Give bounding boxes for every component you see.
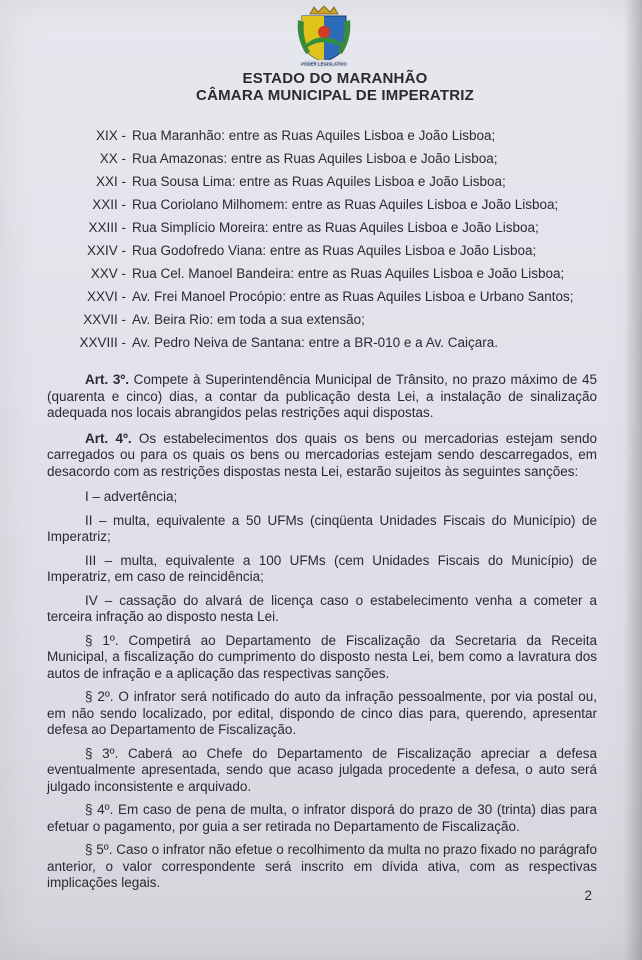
street-text: Rua Maranhão: entre as Ruas Aquiles Lisboa e João Lisboa; bbox=[132, 128, 496, 143]
street-text: Av. Pedro Neiva de Santana: entre a BR-010 e a Av. Caiçara. bbox=[132, 335, 498, 350]
street-item bbox=[60, 308, 600, 331]
emblem-caption: PODER LEGISLATIVO bbox=[301, 61, 347, 67]
state-title: ESTADO DO MARANHÃO bbox=[242, 70, 428, 87]
sanction-item: I – advertência; bbox=[85, 489, 178, 504]
sanction-item: II – multa, equivalente a 50 UFMs (cinqüenta Unidades Fiscais do Município) de Imperatriz; bbox=[47, 512, 597, 544]
street-numeral: XXVI - bbox=[86, 289, 126, 304]
article-3-label: Art. 3º. bbox=[85, 372, 130, 387]
street-numeral: XXVIII - bbox=[79, 335, 126, 350]
street-numeral: XXI - bbox=[95, 174, 126, 189]
article-3-text: Compete à Superintendência Municipal de Trânsito, no prazo máximo de 45 (quarenta e cinco) dias, a contar da publicação desta Lei, a instalação de sinalização adequada nos locais abrangidos pelas restrições aqui dispostas. bbox=[47, 372, 597, 420]
street-item bbox=[60, 239, 600, 262]
street-item bbox=[60, 216, 600, 239]
street-item bbox=[60, 124, 600, 147]
chamber-title: CÂMARA MUNICIPAL DE IMPERATRIZ bbox=[196, 87, 474, 104]
street-text: Rua Sousa Lima: entre as Ruas Aquiles Lisboa e João Lisboa; bbox=[132, 174, 506, 189]
street-text: Rua Godofredo Viana: entre as Ruas Aquiles Lisboa e João Lisboa; bbox=[132, 243, 537, 258]
street-numeral: XXIV - bbox=[86, 243, 126, 258]
street-text: Av. Frei Manoel Procópio: entre as Ruas Aquiles Lisboa e Urbano Santos; bbox=[132, 289, 574, 304]
street-list bbox=[60, 124, 600, 354]
page-number: 2 bbox=[584, 888, 592, 903]
article-4-text: Os estabelecimentos dos quais os bens ou mercadorias estejam sendo carregados ou para os quais os bens ou mercadorias estejam sendo descarregados, em desacordo com as restrições dispostas nesta Lei, estarão sujeitos às seguintes sanções: bbox=[47, 430, 597, 479]
section-paragraph: § 4º. Em caso de pena de multa, o infrator disporá do prazo de 30 (trinta) dias para efetuar o pagamento, por guia a ser retirada no Departamento de Fiscalização. bbox=[47, 802, 597, 834]
article-4-label: Art. 4º. bbox=[85, 430, 132, 446]
street-item bbox=[60, 147, 600, 170]
section-paragraph: § 3º. Caberá ao Chefe do Departamento de Fiscalização apreciar a defesa eventualmente apresentada, sendo que acaso julgada procedente a defesa, o auto será julgado inconsistente e arquivado. bbox=[47, 745, 597, 794]
section-paragraph: § 5º. Caso o infrator não efetue o recolhimento da multa no prazo fixado no parágrafo anterior, o valor correspondente será inscrito em dívida ativa, com as respectivas implicações legais. bbox=[47, 842, 597, 890]
document-header bbox=[150, 70, 520, 104]
article-3 bbox=[47, 372, 597, 422]
municipal-coat-of-arms-icon bbox=[296, 4, 352, 68]
street-numeral: XXV - bbox=[90, 266, 126, 281]
street-text: Rua Coriolano Milhomem: entre as Ruas Aquiles Lisboa e João Lisboa; bbox=[132, 197, 559, 212]
street-text: Rua Cel. Manoel Bandeira: entre as Ruas Aquiles Lisboa e João Lisboa; bbox=[132, 266, 565, 281]
street-text: Av. Beira Rio: em toda a sua extensão; bbox=[132, 312, 365, 327]
street-item bbox=[60, 331, 600, 354]
street-item bbox=[60, 262, 600, 285]
section-paragraph: § 1º. Competirá ao Departamento de Fiscalização da Secretaria da Receita Municipal, a fiscalização do cumprimento do disposto nesta Lei, bem como a lavratura dos autos de infração e a aplicação das respectivas sanções. bbox=[47, 632, 597, 681]
article-4 bbox=[47, 431, 597, 481]
street-numeral: XXVII - bbox=[83, 312, 126, 327]
street-text: Rua Amazonas: entre as Ruas Aquiles Lisboa e João Lisboa; bbox=[132, 151, 498, 166]
street-numeral: XX - bbox=[99, 151, 126, 166]
street-numeral: XXIII - bbox=[88, 220, 126, 235]
sanction-item: IV – cassação do alvará de licença caso o estabelecimento venha a cometer a terceira infração ao disposto nesta Lei. bbox=[47, 592, 597, 624]
section-paragraph: § 2º. O infrator será notificado do auto da infração pessoalmente, por via postal ou, em não sendo localizado, por edital, dispondo de cinco dias para, querendo, apresentar defesa ao Departamento de Fiscalização. bbox=[47, 689, 597, 737]
street-item bbox=[60, 193, 600, 216]
street-text: Rua Simplício Moreira: entre as Ruas Aquiles Lisboa e João Lisboa; bbox=[132, 220, 539, 235]
street-item bbox=[60, 285, 600, 308]
street-numeral: XIX - bbox=[95, 128, 126, 143]
page-edge-shadow bbox=[624, 0, 642, 960]
street-numeral: XXII - bbox=[92, 197, 126, 212]
street-item bbox=[60, 170, 600, 193]
document-body bbox=[47, 372, 597, 899]
sanction-item: III – multa, equivalente a 100 UFMs (cem Unidades Fiscais do Município) de Imperatriz, em caso de reincidência; bbox=[47, 552, 597, 584]
